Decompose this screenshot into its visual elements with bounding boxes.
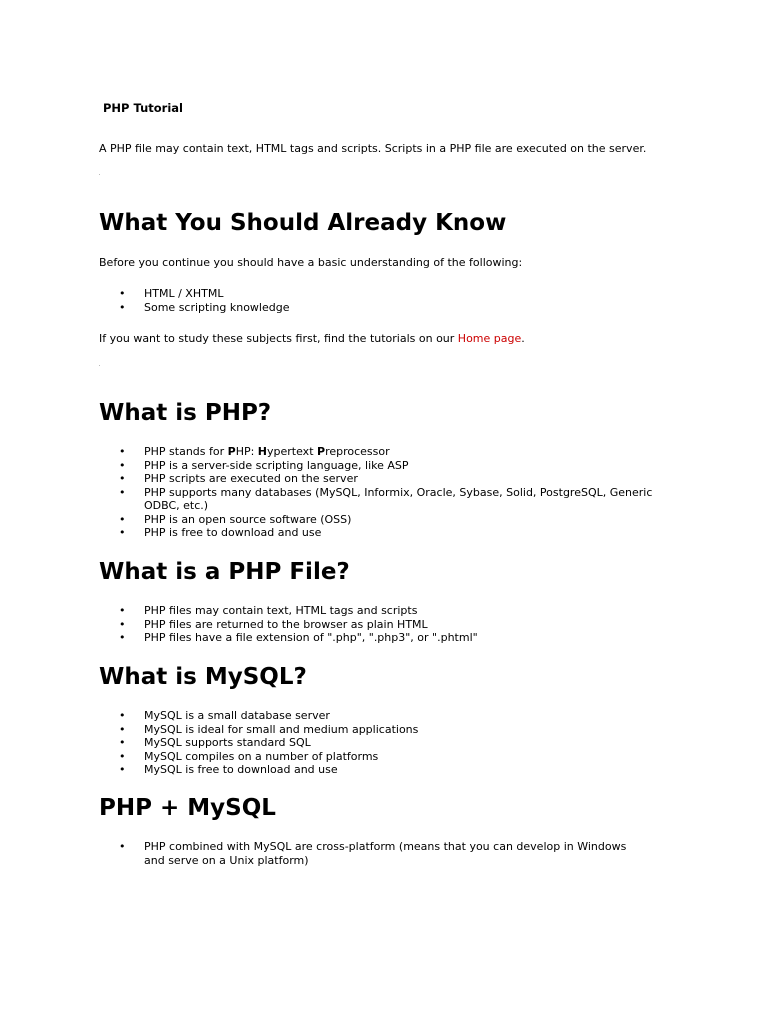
list-item: • MySQL is ideal for small and medium applications bbox=[99, 723, 659, 737]
list-item: • PHP files are returned to the browser as plain HTML bbox=[99, 618, 659, 632]
home-page-link[interactable]: Home page bbox=[457, 332, 522, 345]
list-item: • HTML / XHTML bbox=[99, 287, 659, 301]
already-know-list bbox=[99, 287, 659, 314]
php-mysql-list bbox=[99, 840, 659, 867]
list-item: • PHP files have a file extension of ".php", ".php3", or ".phtml" bbox=[99, 631, 659, 645]
heading-what-is-mysql: What is MySQL? bbox=[99, 664, 307, 690]
list-item: • PHP supports many databases (MySQL, Informix, Oracle, Sybase, Solid, PostgreSQL, Generic ODBC, etc.) bbox=[99, 486, 659, 513]
what-is-php-list bbox=[99, 445, 659, 540]
list-item: • MySQL supports standard SQL bbox=[99, 736, 659, 750]
intro-paragraph: A PHP file may contain text, HTML tags and scripts. Scripts in a PHP file are executed on the server. bbox=[99, 142, 647, 155]
heading-already-know: What You Should Already Know bbox=[99, 210, 507, 236]
list-item: • PHP combined with MySQL are cross-platform (means that you can develop in Windows and serve on a Unix platform) bbox=[99, 840, 644, 867]
outro-suffix: . bbox=[521, 332, 525, 345]
list-item: • PHP is free to download and use bbox=[99, 526, 659, 540]
list-item: • MySQL is free to download and use bbox=[99, 763, 659, 777]
list-item: • Some scripting knowledge bbox=[99, 301, 659, 315]
outro-text: If you want to study these subjects first, find the tutorials on our bbox=[99, 332, 458, 345]
list-item: • MySQL compiles on a number of platforms bbox=[99, 750, 659, 764]
divider-dot bbox=[99, 174, 100, 175]
list-item: • MySQL is a small database server bbox=[99, 709, 659, 723]
heading-php-mysql: PHP + MySQL bbox=[99, 795, 276, 821]
already-know-lead: Before you continue you should have a basic understanding of the following: bbox=[99, 256, 523, 269]
php-file-list bbox=[99, 604, 659, 645]
heading-what-is-php-file: What is a PHP File? bbox=[99, 559, 350, 585]
list-item: • PHP stands for PHP: Hypertext Preprocessor bbox=[99, 445, 659, 459]
list-item: • PHP is an open source software (OSS) bbox=[99, 513, 659, 527]
heading-what-is-php: What is PHP? bbox=[99, 400, 272, 426]
list-item: • PHP scripts are executed on the server bbox=[99, 472, 659, 486]
divider-dot bbox=[99, 365, 100, 366]
list-item: • PHP is a server-side scripting language, like ASP bbox=[99, 459, 659, 473]
mysql-list bbox=[99, 709, 659, 777]
list-item: • PHP files may contain text, HTML tags and scripts bbox=[99, 604, 659, 618]
already-know-outro bbox=[99, 332, 525, 346]
page-title: PHP Tutorial bbox=[103, 101, 183, 115]
